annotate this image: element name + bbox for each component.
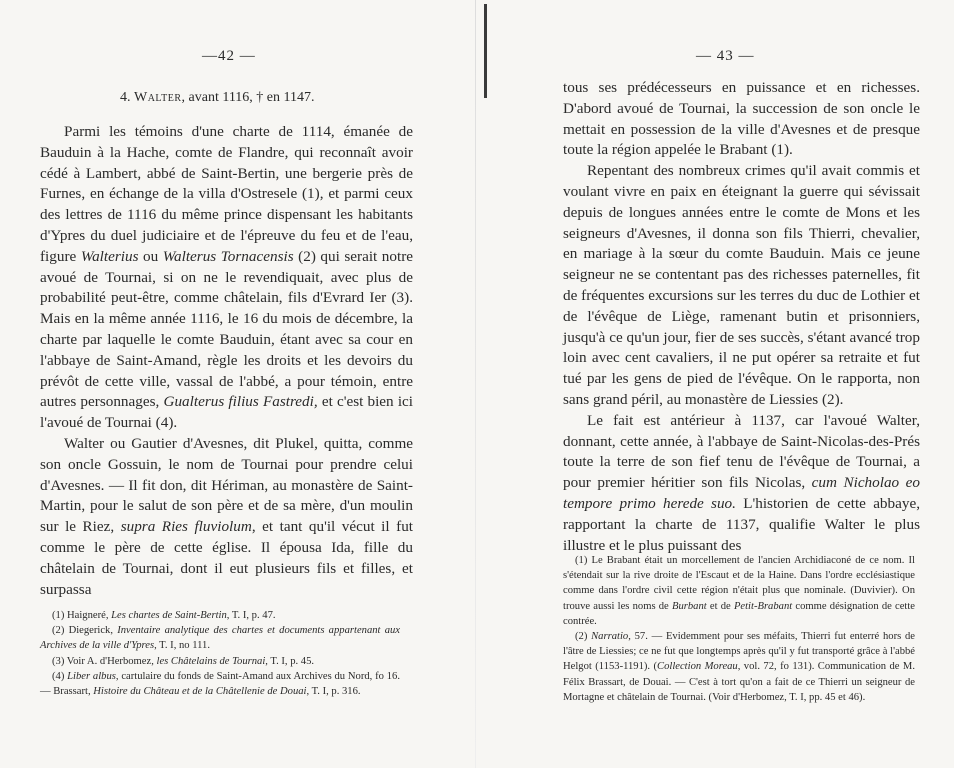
paragraph <box>40 122 413 434</box>
footnote <box>563 629 915 705</box>
footnote <box>563 553 915 629</box>
footnote <box>40 608 400 623</box>
italic-text: les Châtelains de Tournai <box>156 655 266 667</box>
text-run: (1) Le Brabant était un morcellement de l'ancien Archidiaconé de ce nom. Il s'étendait sur la rive droite de l'Escaut et de la Haine. Dans l'ordre ecclésiastique comme dans l'ordre civil cette région n'était plus que nominale. (Duvivier). On trouve aussi les noms de <box>563 555 915 612</box>
right-page <box>478 0 954 768</box>
text-run: L'historien de cette abbaye, rapportant la charte de 1137, qualifie Walter le plus illustre et le plus puissant des <box>563 494 920 554</box>
text-run: ou <box>138 247 163 265</box>
italic-text: cum Nicholao eo tempore primo herede suo. <box>563 474 920 512</box>
italic-text: Gualterus filius Fastredi, <box>163 393 318 411</box>
italic-text: Inventaire analytique des chartes et documents appartenant aux Archives de la ville d'Ypres <box>40 625 400 652</box>
text-run: Walter ou Gautier d'Avesnes, dit Plukel, quitta, comme son oncle Gossuin, le nom de Tournai pour prendre celui d'Avesnes. — Il fit don, dit Hériman, au monastère de Saint-Martin, pour le salut de son père et de sa mère, d'un moulin sur le Riez, <box>40 434 413 536</box>
text-run: (2) <box>575 631 592 643</box>
heading-number: 4. <box>120 90 131 105</box>
text-run: Le fait est antérieur à 1137, car l'avoué Walter, donnant, cette année, à l'abbaye de Saint-Nicolas-des-Prés toute la terre de son fief tenu de l'évêque de Tournai, a pour premier héritier son fils Nicolas, <box>563 411 920 492</box>
text-run: , T. I, no 111. <box>154 640 210 652</box>
text-run: (3) Voir A. d'Herbomez, <box>52 655 157 667</box>
text-run: , vol. 72, fo 131). Communication de M. Félix Brassart, de Douai. — C'est à tort qu'on a fait de ce Thierri un seigneur de Mortagne et châtelain de Tournai. (Voir d'Herbomez, T. I, pp. 45 et 46). <box>563 661 915 703</box>
footnotes <box>563 553 915 705</box>
page-number: —42 — <box>202 48 256 64</box>
body-text <box>40 122 413 600</box>
heading-name: Walter <box>134 90 182 105</box>
page-number: — 43 — <box>696 48 755 64</box>
text-run: , 57. — Evidemment pour ses méfaits, Thierri fut enterré hors de l'âtre de Liessies; ce ne fut que longtemps après qu'il y fut transporté grâce à l'abbé Helgot (1153-1191). ( <box>563 631 915 673</box>
italic-text: Walterus Tornacensis <box>162 247 294 265</box>
heading-dates: , avant 1116, † en 1147. <box>181 90 315 105</box>
italic-text: Walterius <box>80 247 139 265</box>
italic-text: Liber albus <box>67 670 116 682</box>
text-run: (2) Diegerick, <box>52 625 118 637</box>
left-page <box>0 0 476 768</box>
text-run: comme désignation de cette contrée. <box>563 600 916 627</box>
italic-text: Collection Moreau <box>657 661 738 673</box>
text-run: Repentant des nombreux crimes qu'il avait commis et voulant vivre en paix en éteignant la guerre qui sévissait depuis de longues années entre le comte de Mons et les seigneurs d'Avesnes, il donna son fils Thierri, chevalier, en mariage à la sœur du comte Bauduin. Mais ce jeune seigneur ne se contentant pas des richesses paternelles, fit de fréquentes excursions sur les terres du duc de Lothier et de l'évêque de Liège, ramenant butin et prisonniers, jusqu'à ce qu'un jour, fier de ses succès, s'étant avancé trop loin avec cent cavaliers, il ne put opérer sa retraite et fut tué par les gens de pied de l'évêque. On le rapporta, non sans grand péril, au monastère de Liessies (2). <box>563 162 920 408</box>
section-heading <box>120 90 315 106</box>
text-run: , T. I, p. 45. <box>265 655 315 667</box>
paragraph <box>563 78 920 161</box>
text-run: (2) qui serait notre avoué de Tournai, si on ne le revendiquait, avec plus de probabilité peut-être, comme châtelain, fils d'Evrard Ier (3). Mais en la même année 1116, le 16 du mois de décembre, la charte par laquelle le comte Bauduin, étant avec sa cour en l'abbaye de Saint-Amand, règle les droits et les devoirs du prévôt de cette ville, vassal de l'abbé, a pour témoin, entre autres personnages, <box>40 247 414 411</box>
italic-text: supra Ries fluviolum <box>120 518 252 536</box>
text-run: Parmi les témoins d'une charte de 1114, émanée de Bauduin à la Hache, comte de Flandre, qui reconnaît avoir cédé à Lambert, abbé de Saint-Bertin, une bergerie près de Furnes, en échange de la villa d'Ostresele (1), et parmi ceux des lettres de 1116 du même prince dispensant les habitants d'Ypres du duel judiciaire et de l'épreuve du feu et de l'eau, figure <box>40 123 413 265</box>
text-run: , T. I, p. 316. <box>306 686 361 698</box>
italic-text: Burbant <box>671 600 707 612</box>
footnote <box>40 654 400 669</box>
paragraph <box>40 434 413 600</box>
italic-text: Petit-Brabant <box>733 600 793 612</box>
text-run: tous ses prédécesseurs en puissance et en richesses. D'abord avoué de Tournai, la succession de son oncle le mettait en possession de la ville d'Avesnes et de presque toute la région appelée le Brabant (1). <box>563 79 920 159</box>
footnotes <box>40 608 400 699</box>
italic-text: Les chartes de Saint-Bertin <box>111 610 227 621</box>
text-run: et de <box>706 600 734 612</box>
text-run: , et tant qu'il vécut il fut comme le père de cette église. Il épousa Ida, fille du châtelain de Tournai, dont il eut plusieurs fils et filles, et surpassa <box>40 518 414 598</box>
paragraph <box>563 161 920 411</box>
italic-text: Narratio <box>591 631 629 643</box>
italic-text: Histoire du Château et de la Châtellenie de Douai <box>93 686 307 698</box>
text-run: (4) <box>52 670 68 682</box>
body-text <box>563 78 920 556</box>
text-run: , cartulaire du fonds de Saint-Amand aux Archives du Nord, fo 16. — Brassart, <box>40 670 400 698</box>
text-run: et c'est bien ici l'avoué de Tournai (4). <box>40 393 413 432</box>
footnote <box>40 669 400 699</box>
paragraph <box>563 411 920 557</box>
text-run: (1) Haigneré, <box>52 610 112 621</box>
footnote <box>40 623 400 653</box>
text-run: , T. I, p. 47. <box>226 610 276 621</box>
